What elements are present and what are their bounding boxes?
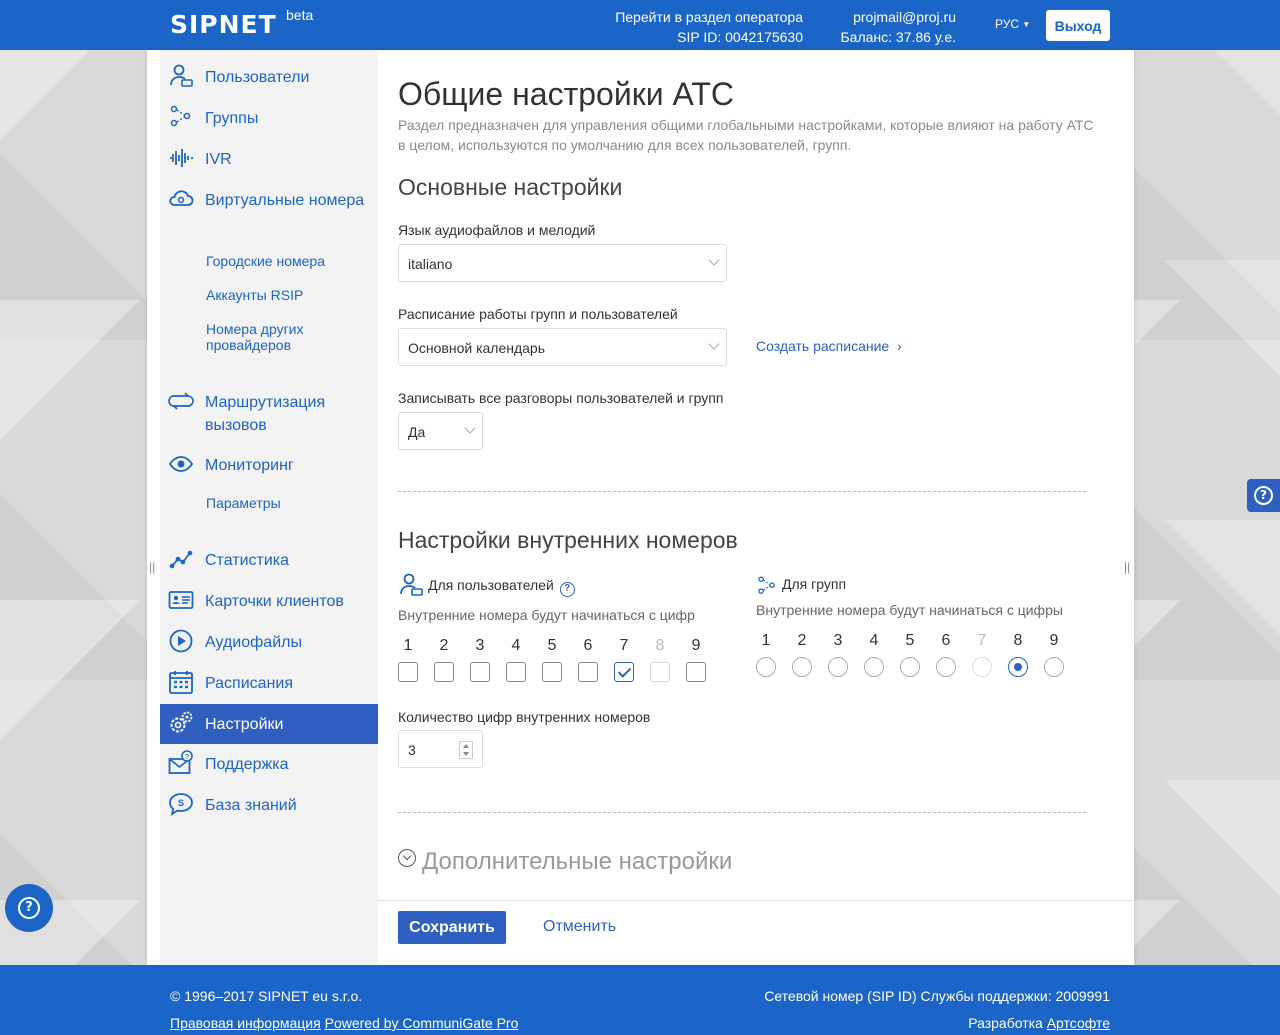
user-digit-label: 6 <box>583 637 593 654</box>
floating-help-button[interactable] <box>5 884 53 932</box>
sidebar-item-statistics[interactable] <box>160 546 378 576</box>
section-divider <box>398 812 1086 813</box>
user-digit-label: 9 <box>691 637 701 654</box>
group-digit-radio-7 <box>972 657 992 677</box>
user-digit-checkbox-3[interactable] <box>470 662 490 682</box>
developer-link[interactable]: Артсофте <box>1046 1015 1110 1031</box>
chat-bubble-icon <box>168 791 194 817</box>
sidebar-item-routing[interactable] <box>160 388 378 440</box>
sound-wave-icon <box>168 145 194 171</box>
sidebar-item-label: Карточки клиентов <box>205 593 344 610</box>
digit-count-input[interactable] <box>398 730 483 768</box>
chevron-circle-down-icon <box>398 849 416 867</box>
user-digit-label: 7 <box>619 637 629 654</box>
language-select[interactable] <box>398 244 727 282</box>
schedule-select[interactable] <box>398 328 727 366</box>
sidebar-item-virtual-numbers[interactable] <box>160 186 378 238</box>
sidebar-item-label: IVR <box>205 151 232 168</box>
user-digit-checkbox-6[interactable] <box>578 662 598 682</box>
section-basic-title: Основные настройки <box>398 174 623 200</box>
action-bar <box>378 900 1134 965</box>
sidebar-item-schedules[interactable] <box>160 669 378 699</box>
user-digit-label: 3 <box>475 637 485 654</box>
gears-icon <box>168 710 194 736</box>
main-content <box>378 50 1134 965</box>
create-schedule-link[interactable] <box>756 338 902 354</box>
page-footer <box>0 965 1280 1035</box>
sidebar-subitem-parameters[interactable]: Параметры <box>206 495 281 511</box>
page-title: Общие настройки АТС <box>398 76 734 112</box>
chevron-right-icon: › <box>897 338 902 354</box>
user-digit-label: 8 <box>655 637 665 654</box>
record-select[interactable] <box>398 412 483 450</box>
account-email[interactable]: projmail@proj.ru <box>853 9 956 25</box>
language-label: РУС <box>995 17 1020 31</box>
sidebar <box>160 50 378 965</box>
top-bar <box>0 0 1280 50</box>
id-card-icon <box>168 587 194 613</box>
sipnet-logo[interactable]: SIPNET <box>170 10 277 39</box>
users-column-subtitle: Внутренние номера будут начинаться с цифр <box>398 607 695 623</box>
account-block <box>840 7 956 47</box>
svg-text:?: ? <box>184 754 190 761</box>
sip-id: SIP ID: 0042175630 <box>677 29 803 45</box>
footer-left <box>170 983 518 1035</box>
group-digit-label: 7 <box>977 632 987 649</box>
users-icon <box>398 572 424 598</box>
sidebar-item-groups[interactable] <box>160 104 378 134</box>
user-digit-checkbox-9[interactable] <box>686 662 706 682</box>
groups-icon <box>756 575 778 597</box>
language-select-value: italiano <box>408 256 453 272</box>
group-digit-label: 9 <box>1049 632 1059 649</box>
chevron-down-icon <box>708 254 719 265</box>
user-digit-label: 4 <box>511 637 521 654</box>
user-digit-checkbox-5[interactable] <box>542 662 562 682</box>
group-digit-label: 8 <box>1013 632 1023 649</box>
help-circle-icon: ? <box>1254 486 1273 505</box>
users-column-label: Для пользователей <box>428 577 554 593</box>
groups-column-subtitle: Внутренние номера будут начинаться с цифры <box>756 602 1063 618</box>
sidebar-item-label: Маршрутизация вызовов <box>205 394 326 434</box>
sidebar-item-label: Поддержка <box>205 756 289 773</box>
sidebar-item-users[interactable] <box>160 63 378 93</box>
chevron-down-icon <box>464 422 475 433</box>
group-digit-label: 5 <box>905 632 915 649</box>
create-schedule-label: Создать расписание <box>756 338 890 354</box>
digit-count-value: 3 <box>408 742 416 758</box>
group-digit-radio-6[interactable] <box>936 657 956 677</box>
footer-right <box>764 983 1110 1035</box>
sidebar-item-audio-files[interactable] <box>160 628 378 658</box>
schedule-select-value: Основной календарь <box>408 340 546 356</box>
sidebar-subitem-rsip-accounts[interactable]: Аккаунты RSIP <box>206 287 304 303</box>
cancel-button[interactable]: Отменить <box>543 918 617 935</box>
page-panel <box>147 50 1134 965</box>
sidebar-item-settings[interactable] <box>160 704 378 744</box>
user-digit-checkbox-8 <box>650 662 670 682</box>
groups-icon <box>168 104 194 130</box>
operator-block <box>615 7 803 47</box>
sidebar-item-label: База знаний <box>205 797 297 814</box>
group-digit-label: 4 <box>869 632 879 649</box>
copyright: © 1996–2017 SIPNET eu s.r.o. <box>170 988 363 1004</box>
user-digit-checkbox-4[interactable] <box>506 662 526 682</box>
group-digit-radio-2[interactable] <box>792 657 812 677</box>
spinner-arrows-icon[interactable] <box>459 741 473 759</box>
group-digit-label: 2 <box>797 632 807 649</box>
sidebar-item-ivr[interactable] <box>160 145 378 175</box>
caret-down-icon: ▼ <box>1022 20 1031 29</box>
chevron-down-icon <box>708 338 719 349</box>
calendar-icon <box>168 669 194 695</box>
sidebar-item-label: Аудиофайлы <box>205 634 302 651</box>
developer-prefix: Разработка <box>968 1015 1043 1031</box>
group-digit-radio-5[interactable] <box>900 657 920 677</box>
mail-question-icon <box>168 750 194 776</box>
sidebar-item-label: Настройки <box>205 716 284 733</box>
group-digit-label: 6 <box>941 632 951 649</box>
sidebar-item-client-cards[interactable] <box>160 587 378 617</box>
user-digit-label: 2 <box>439 637 449 654</box>
footer-links <box>170 1010 518 1035</box>
group-digit-label: 1 <box>761 632 771 649</box>
group-digit-radio-3[interactable] <box>828 657 848 677</box>
sidebar-subitem-other-providers[interactable]: Номера других провайдеров <box>206 321 304 353</box>
line-chart-icon <box>168 546 194 572</box>
help-circle-icon: ? <box>18 897 40 919</box>
sidebar-item-monitoring[interactable] <box>160 451 378 481</box>
left-resize-handle-icon[interactable]: || <box>149 560 156 574</box>
sidebar-item-label: Пользователи <box>205 69 310 86</box>
save-button[interactable]: Сохранить <box>398 911 506 944</box>
beta-badge: beta <box>286 7 314 23</box>
groups-column-title: Для групп <box>782 576 847 592</box>
language-switch[interactable] <box>995 17 1030 31</box>
sidebar-item-support[interactable] <box>160 750 378 780</box>
svg-text:S: S <box>177 798 185 808</box>
user-digit-label: 1 <box>403 637 413 654</box>
support-sip-id: Сетевой номер (SIP ID) Службы поддержки: 2009991 <box>764 988 1110 1004</box>
sidebar-item-label: Виртуальные номера <box>205 192 365 209</box>
sidebar-item-label: Статистика <box>205 552 290 569</box>
advanced-settings-toggle[interactable] <box>398 848 732 876</box>
group-digit-radio-4[interactable] <box>864 657 884 677</box>
section-divider <box>398 491 1086 492</box>
language-label: Язык аудиофайлов и мелодий <box>398 222 596 238</box>
play-circle-icon <box>168 628 194 654</box>
help-circle-icon[interactable]: ? <box>560 582 575 597</box>
legal-link[interactable]: Правовая информация <box>170 1015 321 1031</box>
user-digit-checkbox-2[interactable] <box>434 662 454 682</box>
powered-by-link[interactable]: Powered by CommuniGate Pro <box>324 1015 519 1031</box>
advanced-settings-label: Дополнительные настройки <box>422 848 733 875</box>
user-digit-checkbox-1[interactable] <box>398 662 418 682</box>
sidebar-item-label: Мониторинг <box>205 457 294 474</box>
page-intro: Раздел предназначен для управления общими глобальными настройками, которые влияют на работу АТС в целом, используются по умолчанию для всех пользователей, групп. <box>398 117 1094 153</box>
operator-link[interactable]: Перейти в раздел оператора <box>615 9 803 25</box>
cloud-icon <box>168 186 194 212</box>
section-internal-title: Настройки внутренних номеров <box>398 527 738 553</box>
record-label: Записывать все разговоры пользователей и групп <box>398 390 724 406</box>
side-help-button[interactable] <box>1247 479 1280 512</box>
users-column-title <box>428 577 575 597</box>
group-digit-radio-8[interactable] <box>1008 657 1028 677</box>
right-resize-handle-icon[interactable]: || <box>1124 560 1131 574</box>
user-digit-label: 5 <box>547 637 557 654</box>
user-digit-checkbox-7[interactable] <box>614 662 634 682</box>
users-icon <box>168 63 194 89</box>
group-digit-label: 3 <box>833 632 843 649</box>
logout-button[interactable]: Выход <box>1046 10 1110 41</box>
digit-count-label: Количество цифр внутренних номеров <box>398 709 651 725</box>
group-digit-radio-9[interactable] <box>1044 657 1064 677</box>
sidebar-item-label: Расписания <box>205 675 293 692</box>
schedule-label: Расписание работы групп и пользователей <box>398 306 678 322</box>
group-digit-radio-1[interactable] <box>756 657 776 677</box>
sidebar-item-knowledge-base[interactable] <box>160 791 378 821</box>
sidebar-subitem-city-numbers[interactable]: Городские номера <box>206 253 325 269</box>
routing-arrows-icon <box>168 388 194 414</box>
account-balance: Баланс: 37.86 у.е. <box>840 29 956 45</box>
record-select-value: Да <box>408 424 426 440</box>
eye-icon <box>168 451 194 477</box>
developer-credit <box>764 1010 1110 1035</box>
sidebar-item-label: Группы <box>205 110 259 127</box>
